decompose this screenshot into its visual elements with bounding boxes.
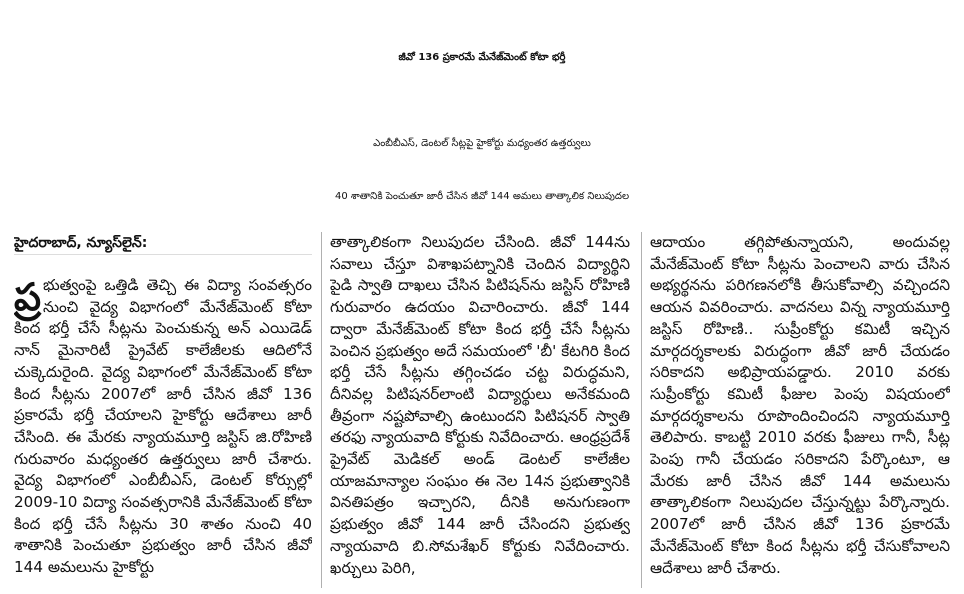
drop-cap: ప్ర <box>14 275 42 319</box>
column-divider-1 <box>321 232 322 588</box>
article-column-1 <box>14 232 312 588</box>
article-column-2 <box>330 232 630 588</box>
article-column-3 <box>650 232 950 588</box>
subheadline-2: 40 శాతానికి పెంచుతూ జారీ చేసిన జీవో 144 అమలు తాత్కాలిక నిలుపుదల <box>334 191 630 202</box>
headline: జీవో 136 ప్రకారమే మేనేజ్‌మెంట్ కోటా భర్తీ <box>398 52 566 63</box>
column-1-text: భుత్వంపై ఒత్తిడి తెచ్చి ఈ విద్యా సంవత్సరం నుంచి వైద్య విభాగంలో మేనేజ్‌మెంట్ కోటా కింద భర్తీ చేసే సీట్లను పెంచుకున్న అన్ ఎయిడెడ్ నాన్ మైనారిటీ ప్రైవేట్ కాలేజీలకు ఆదిలోనే చుక్కెదురైంది. వైద్య విభాగంలో మేనేజ్‌మెంట్ కోటా కింద సీట్లను 2007లో జారీ చేసిన జీవో 136 ప్రకారమే భర్తీ చేయాలని హైకోర్టు ఆదేశాలు జారీ చేసింది. ఈ మేరకు న్యాయమూర్తి జస్టిస్ జి.రోహిణి గురువారం మధ్యంతర ఉత్తర్వులు జారీ చేశారు. వైద్య విభాగంలో ఎంబీబీఎస్, డెంటల్ కోర్సుల్లో 2009-10 విద్యా సంవత్సరానికి మేనేజ్‌మెంట్ కోటా కింద భర్తీ చేసే సీట్లను 30 శాతం నుంచి 40 శాతానికి పెంచుతూ ప్రభుత్వం జారీ చేసిన జీవో 144 అమలును హైకోర్టు <box>14 276 312 577</box>
subheadline-1: ఎంబీబీఎస్, డెంటల్ సీట్లపై హైకోర్టు మధ్యంతర ఉత్తర్వులు <box>373 138 591 149</box>
column-2-text: తాత్కాలికంగా నిలుపుదల చేసింది. జీవో 144ను సవాలు చేస్తూ విశాఖపట్నానికి చెందిన విద్యార్థిని పైడి స్వాతి దాఖలు చేసిన పిటిషన్‌ను జస్టిస్ రోహిణి గురువారం ఉదయం విచారించారు. జీవో 144 ద్వారా మేనేజ్‌మెంట్ కోటా కింద భర్తీ చేసే సీట్లను పెంచిన ప్రభుత్వం అదే సమయంలో 'బీ' కేటగిరి కింద భర్తీ చేసే సీట్లను తగ్గించడం చట్ట విరుద్ధమని, దీనివల్ల పిటిషనర్‌లాంటి విద్యార్థులు అనేకమంది తీవ్రంగా నష్టపోవాల్సి ఉంటుందని పిటిషనర్ స్వాతి తరఫు న్యాయవాది కోర్టుకు నివేదించారు. ఆంధ్రప్రదేశ్ ప్రైవేట్ మెడికల్ అండ్ డెంటల్ కాలేజీల యాజమాన్యాల సంఘం ఈ నెల 14న ప్రభుత్వానికి వినతిపత్రం ఇచ్చారని, దీనికి అనుగుణంగా ప్రభుత్వం జీవో 144 జారీ చేసిందని ప్రభుత్వ న్యాయవాది బి.సోమశేఖర్ కోర్టుకు నివేదించారు. ఖర్చులు పెరిగి, <box>330 233 630 577</box>
dateline: హైదరాబాద్, న్యూస్‌లైన్: <box>14 232 312 255</box>
column-divider-2 <box>641 232 642 588</box>
column-3-text: ఆదాయం తగ్గిపోతున్నాయని, అందువల్ల మేనేజ్‌మెంట్ కోటా సీట్లను పెంచాలని వారు చేసిన అభ్యర్థనను పరిగణనలోకి తీసుకోవాల్సి వచ్చిందని ఆయన వివరించారు. వాదనలు విన్న న్యాయమూర్తి జస్టిస్ రోహిణి.. సుప్రీంకోర్టు కమిటీ ఇచ్చిన మార్గదర్శకాలకు విరుద్ధంగా జీవో జారీ చేయడం సరికాదని అభిప్రాయపడ్డారు. 2010 వరకు సుప్రీంకోర్టు కమిటీ ఫీజుల పెంపు విషయంలో మార్గదర్శకాలను రూపొందించిందని న్యాయమూర్తి తెలిపారు. కాబట్టి 2010 వరకు ఫీజులు గానీ, సీట్ల పెంపు గానీ చేయడం సరికాదని పేర్కొంటూ, ఆ మేరకు జారీ చేసిన జీవో 144 అమలును తాత్కాలికంగా నిలుపుదల చేస్తున్నట్టు పేర్కొన్నారు. 2007లో జారీ చేసిన జీవో 136 ప్రకారమే మేనేజ్‌మెంట్ కోటా కింద సీట్లను భర్తీ చేసుకోవాలని ఆదేశాలు జారీ చేశారు. <box>650 233 950 577</box>
